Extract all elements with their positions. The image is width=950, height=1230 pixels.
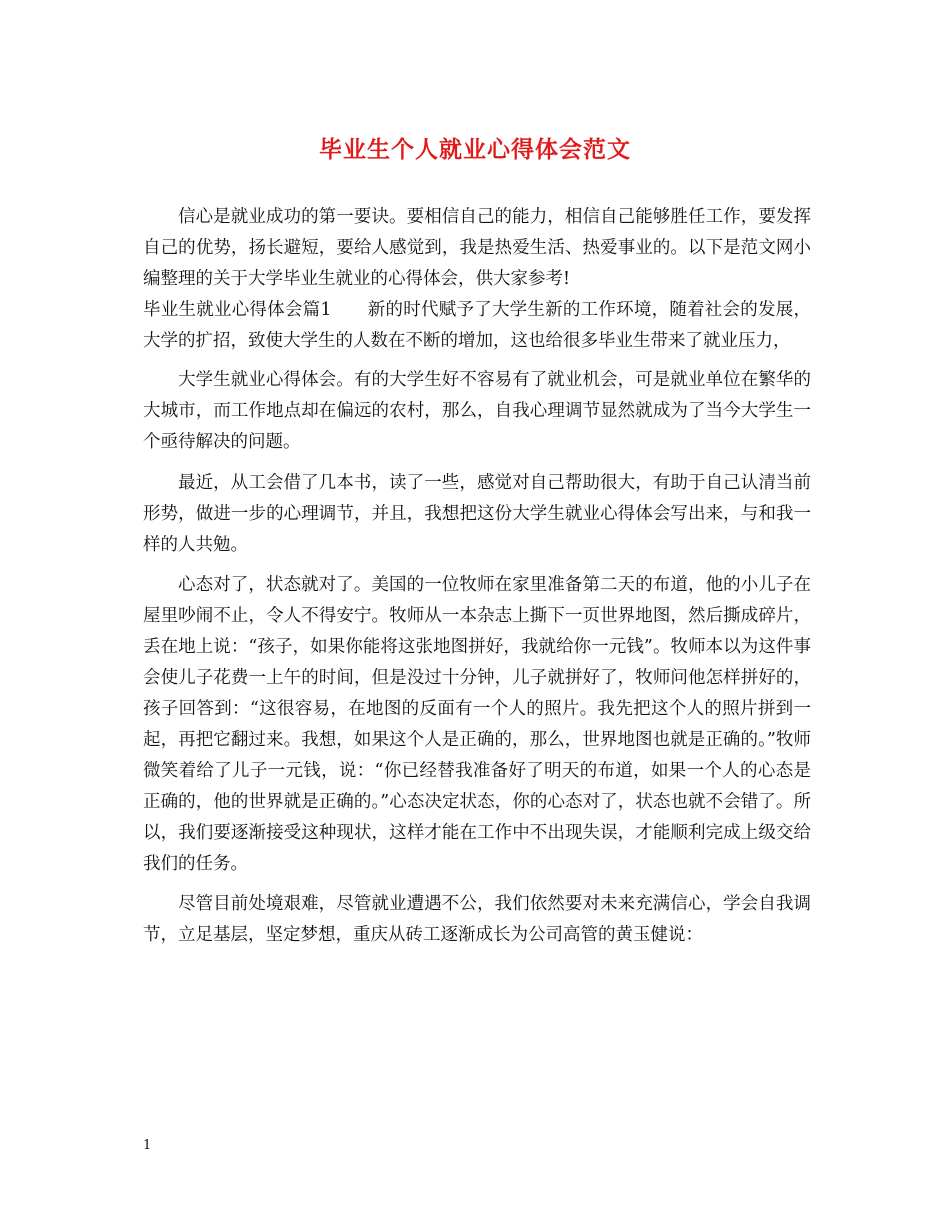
document-title: 毕业生个人就业心得体会范文 bbox=[319, 136, 631, 163]
body-paragraph-4: 心态对了，状态就对了。美国的一位牧师在家里准备第二天的布道，他的小儿子在屋里吵闹不止，令人不得安宁。牧师从一本杂志上撕下一页世界地图，然后撕成碎片，丢在地上说：“孩子，如果你能将这张地图拼好，我就给你一元钱”。牧师本以为这件事会使儿子花费一上午的时间，但是没过十分钟，儿子就拼好了，牧师问他怎样拼好的，孩子回答到：“这很容易，在地图的反面有一个人的照片。我先把这个人的照片拼到一起，再把它翻过来。我想，如果这个人是正确的，那么，世界地图也就是正确的。”牧师微笑着给了儿子一元钱，说：“你已经替我准备好了明天的布道，如果一个人的心态是正确的，他的世界就是正确的。”心态决定状态，你的心态对了，状态也就不会错了。所以，我们要逐渐接受这种现状，这样才能在工作中不出现失误，才能顺利完成上级交给我们的任务。 bbox=[143, 575, 811, 874]
section-text: 新的时代赋予了大学生新的工作环境，随着社会的发展，大学的扩招，致使大学生的人数在不断的增加，这也给很多毕业生带来了就业压力， bbox=[143, 300, 812, 351]
body-paragraph-2: 大学生就业心得体会。有的大学生好不容易有了就业机会，可是就业单位在繁华的大城市，而工作地点却在偏远的农村，那么，自我心理调节显然就成为了当今大学生一个亟待解决的问题。 bbox=[143, 370, 811, 452]
section-heading: 毕业生就业心得体会篇1 bbox=[143, 300, 332, 320]
page-number: 1 bbox=[143, 1138, 152, 1153]
body-paragraph-3: 最近，从工会借了几本书，读了一些，感觉对自己帮助很大，有助于自己认清当前形势，做进一步的心理调节，并且，我想把这份大学生就业心得体会写出来，与和我一样的人共勉。 bbox=[143, 473, 811, 555]
intro-paragraph: 信心是就业成功的第一要诀。要相信自己的能力，相信自己能够胜任工作，要发挥自己的优势，扬长避短，要给人感觉到，我是热爱生活、热爱事业的。以下是范文网小编整理的关于大学毕业生就业的心得体会，供大家参考! bbox=[143, 207, 811, 289]
section-paragraph bbox=[143, 295, 811, 357]
document-body bbox=[143, 202, 811, 960]
body-paragraph-5: 尽管目前处境艰难，尽管就业遭遇不公，我们依然要对未来充满信心，学会自我调节，立足基层，坚定梦想，重庆从砖工逐渐成长为公司高管的黄玉健说： bbox=[143, 894, 811, 945]
